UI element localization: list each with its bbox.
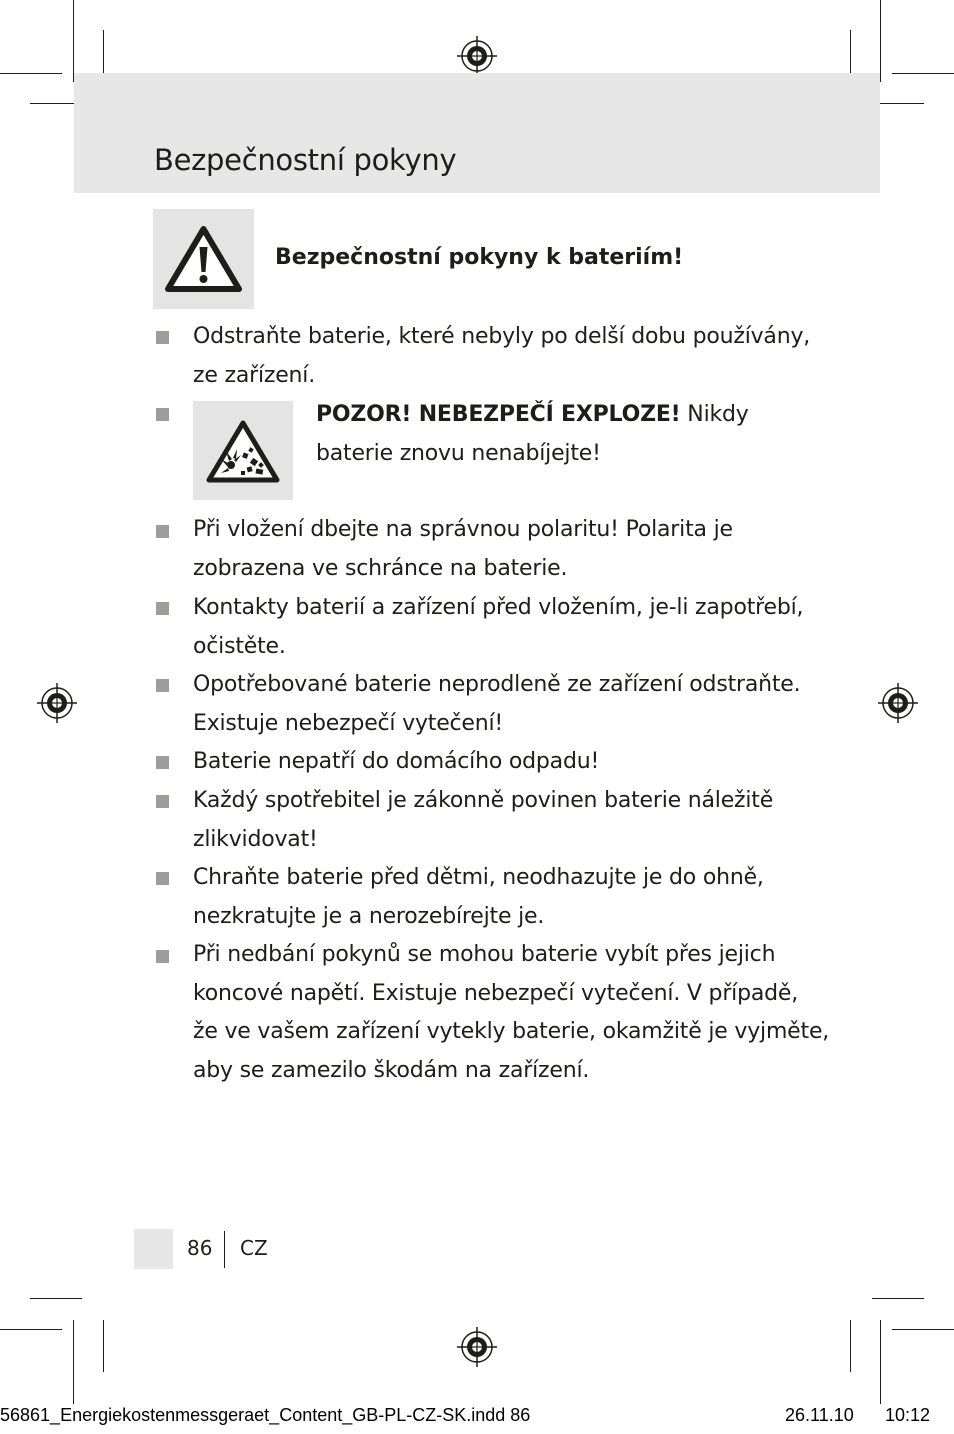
list-item-line: nezkratujte je a nerozebírejte je. [193, 903, 545, 929]
crop-mark [892, 1329, 954, 1330]
crop-mark [30, 1298, 82, 1299]
bullet-marker [156, 525, 169, 538]
list-item-line: zobrazena ve schránce na baterie. [193, 555, 568, 581]
list-item-line: ze zařízení. [193, 362, 315, 388]
crop-mark [0, 73, 62, 74]
bullet-marker [156, 795, 169, 808]
list-item-line: Každý spotřebitel je zákonně povinen baterie náležitě [193, 788, 774, 813]
bullet-marker [156, 950, 169, 963]
crop-mark [880, 0, 881, 82]
list-item [193, 666, 833, 743]
crop-mark [73, 1320, 74, 1404]
warning-box [153, 209, 254, 309]
explosion-text-line: baterie znovu nenabíjejte! [316, 440, 601, 466]
list-item-line: že ve vašem zařízení vytekly baterie, okamžitě je vyjměte, [193, 1019, 830, 1045]
bullet-marker [156, 679, 169, 692]
registration-mark-icon [455, 34, 499, 78]
page-title: Bezpečnostní pokyny [154, 143, 457, 177]
crop-mark [892, 73, 954, 74]
bullet-marker [156, 331, 169, 344]
registration-mark-icon [35, 681, 79, 725]
list-item-line: očistěte. [193, 633, 286, 659]
list-item-line: Opotřebované baterie neprodleně ze zařízení odstraňte. [193, 672, 801, 697]
footer-tab [134, 1229, 173, 1269]
slug-file-name: 56861_Energiekostenmessgeraet_Content_GB-PL-CZ-SK.indd 86 [0, 1405, 531, 1425]
explosion-bold-label: POZOR! NEBEZPEČÍ EXPLOZE! [316, 402, 681, 427]
list-item [193, 318, 833, 395]
page-number: 86 [187, 1236, 213, 1260]
list-item [193, 859, 833, 936]
list-item [193, 743, 833, 782]
list-item [193, 511, 833, 588]
registration-mark-icon [455, 1325, 499, 1369]
crop-mark [73, 0, 74, 82]
list-item-line: Baterie nepatří do domácího odpadu! [193, 749, 600, 774]
list-item-line: Při nedbání pokynů se mohou baterie vybít přes jejich [193, 942, 776, 967]
bullet-marker [156, 602, 169, 615]
list-item-line: Odstraňte baterie, které nebyly po delší dobu používány, [193, 324, 811, 349]
list-item [193, 936, 833, 1091]
list-item [193, 589, 833, 666]
list-item-line: zlikvidovat! [193, 826, 318, 852]
slug-date: 26.11.10 [785, 1405, 854, 1425]
list-item-line: Existuje nebezpečí vytečení! [193, 710, 504, 736]
page-language: CZ [240, 1236, 268, 1260]
crop-mark [103, 1320, 104, 1372]
crop-mark [0, 1329, 62, 1330]
list-item-line: koncové napětí. Existuje nebezpečí vytečení. V případě, [193, 980, 799, 1006]
explosion-warning-text [316, 396, 749, 473]
list-item-line: Chraňte baterie před dětmi, neodhazujte je do ohně, [193, 865, 764, 890]
list-item-line: aby se zamezilo škodám na zařízení. [193, 1058, 590, 1084]
warning-heading: Bezpečnostní pokyny k bateriím! [275, 245, 684, 270]
footer-divider [224, 1231, 225, 1268]
bullet-marker [156, 408, 169, 421]
crop-mark [880, 1320, 881, 1404]
explosion-hazard-icon [193, 401, 293, 500]
bullet-marker [156, 872, 169, 885]
warning-triangle-icon [153, 209, 254, 309]
crop-mark [872, 1298, 924, 1299]
registration-mark-icon [876, 681, 920, 725]
list-item-line: Při vložení dbejte na správnou polaritu! Polarita je [193, 517, 733, 542]
slug-time: 10:12 [885, 1405, 931, 1425]
explosion-box [193, 401, 293, 500]
bullet-marker [156, 756, 169, 769]
list-item-line: Kontakty baterií a zařízení před vložením, je-li zapotřebí, [193, 595, 804, 620]
crop-mark [850, 1320, 851, 1372]
explosion-text-rest: Nikdy [680, 402, 749, 427]
list-item [193, 782, 833, 859]
